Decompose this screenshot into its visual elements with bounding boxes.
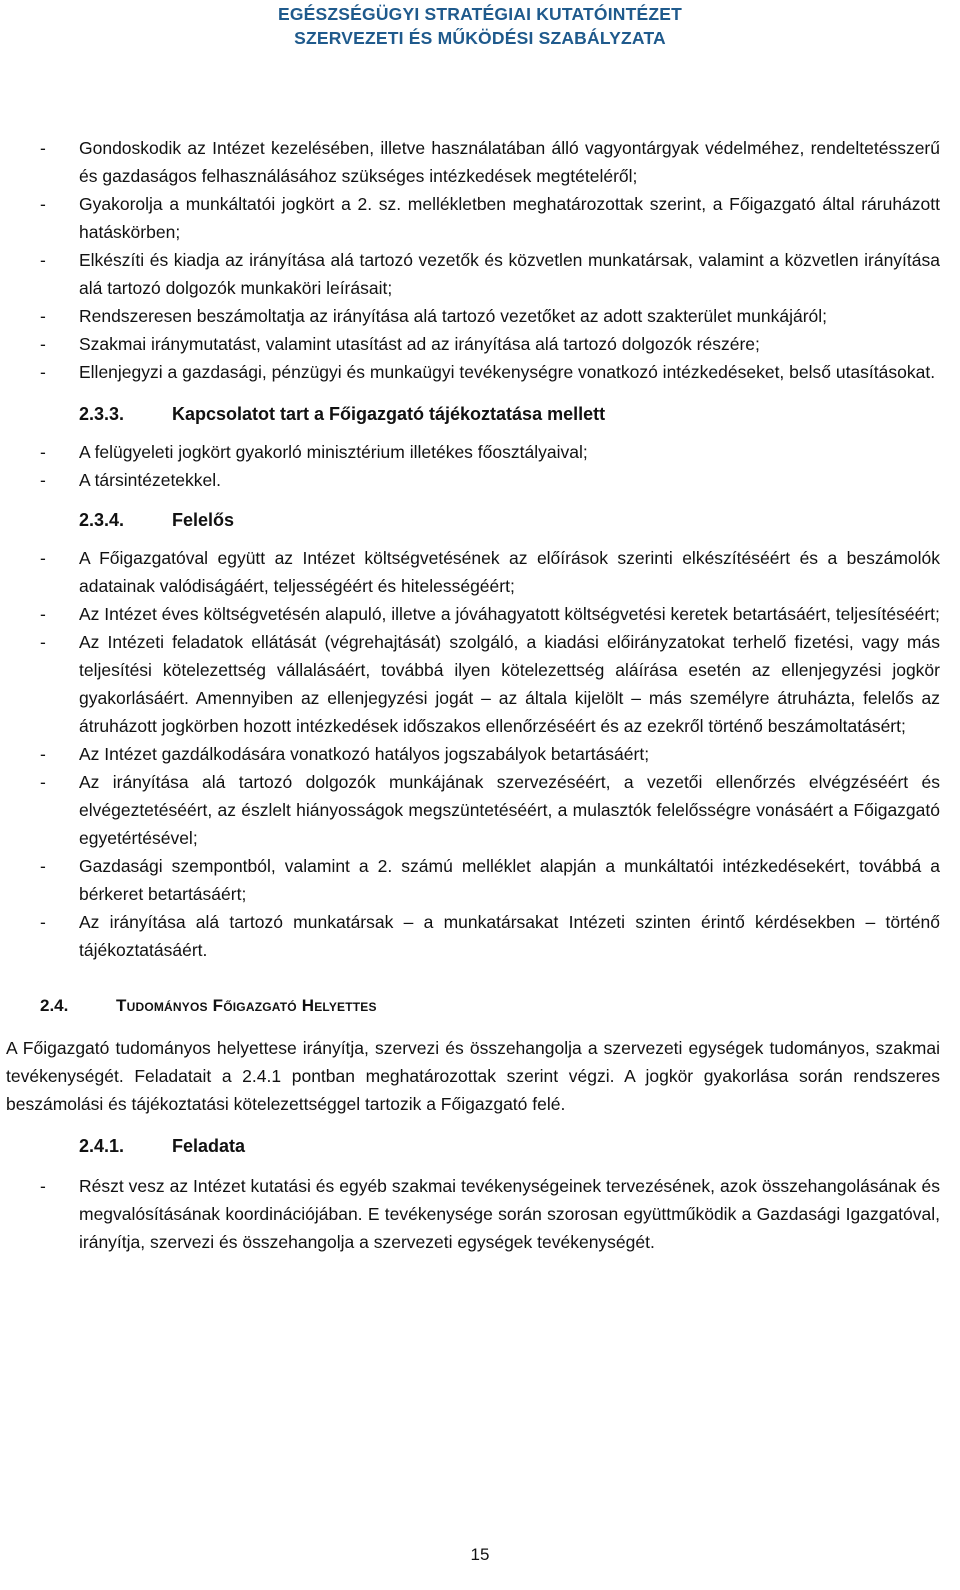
list-item: - Részt vesz az Intézet kutatási és egyéb szakmai tevékenységeinek tervezésének, azok összehangolásának és megvalósításának koordinációjában. E tevékenysége során szorosan együttműködik a Gazdasági Igazgatóval, irányítja, szervezi és összehangolja a szervezeti egységek tevékenységét. xyxy=(40,1172,940,1256)
section-title: Tudományos Főigazgató Helyettes xyxy=(116,996,377,1015)
list-item: - Gondoskodik az Intézet kezelésében, illetve használatában álló vagyontárgyak védelméhez, rendeltetésszerű és gazdaságos felhasználásához szükséges intézkedések megtételéről; xyxy=(40,134,940,190)
bullet-dash: - xyxy=(40,442,46,462)
document-body xyxy=(6,134,940,1256)
section-paragraph: A Főigazgató tudományos helyettese irányítja, szervezi és összehangolja a szervezeti egységek tudományos, szakmai tevékenységét. Feladatait a 2.4.1 pontban meghatározottak szerint végzi. A jogkör gyakorlása során rendszeres beszámolási és tájékoztatási kötelezettséggel tartozik a Főigazgató felé. xyxy=(6,1038,940,1114)
bullet-dash: - xyxy=(40,856,46,876)
list-item: - Rendszeresen beszámoltatja az irányítása alá tartozó vezetőket az adott szakterület munkájáról; xyxy=(40,302,940,330)
list-item: - A társintézetekkel. xyxy=(40,466,940,494)
list-item: - Az Intézeti feladatok ellátását (végrehajtását) szolgáló, a kiadási előirányzatokat terhelő fizetési, vagy más teljesítési kötelezettség vállalásáért, továbbá ilyen kötelezettség aláírása esetén az ellenjegyzési jogkör gyakorlásáért. Amennyiben az ellenjegyzési jogát – az általa kijelölt – más személyre átruházta, felelős az átruházott jogkörben hozott intézkedések időszakos ellenőrzéséért és az ezekről történő beszámoltatásért; xyxy=(40,628,940,740)
list-item: - Szakmai iránymutatást, valamint utasítást ad az irányítása alá tartozó dolgozók részére; xyxy=(40,330,940,358)
bullet-dash: - xyxy=(40,1176,46,1196)
bullet-dash: - xyxy=(40,604,46,624)
subsection-number: 2.3.3. xyxy=(79,404,125,424)
subsection-number: 2.3.4. xyxy=(79,510,125,530)
document-title: SZERVEZETI ÉS MŰKÖDÉSI SZABÁLYZATA xyxy=(294,28,666,48)
bullet-dash: - xyxy=(40,362,46,382)
list-item: - Az Intézet gazdálkodására vonatkozó hatályos jogszabályok betartásáért; xyxy=(40,740,940,768)
list-item: - Az irányítása alá tartozó dolgozók munkájának szervezéséért, a vezetői ellenőrzés elvégzéséért és elvégeztetéséért, az észlelt hiányosságok megszüntetéséért, a mulasztók felelősségre vonásáért a Főigazgató egyetértésével; xyxy=(40,768,940,852)
list-item: - Az irányítása alá tartozó munkatársak – a munkatársakat Intézeti szinten érintő kérdésekben – történő tájékoztatásáért. xyxy=(40,908,940,964)
bullet-dash: - xyxy=(40,138,46,158)
contacts-list xyxy=(40,438,940,494)
page-number: 15 xyxy=(470,1545,490,1564)
subsection-title: Feladata xyxy=(172,1136,246,1156)
list-item: - Ellenjegyzi a gazdasági, pénzügyi és munkaügyi tevékenységre vonatkozó intézkedéseket, belső utasításokat. xyxy=(40,358,940,386)
responsibilities-list xyxy=(40,544,940,964)
bullet-dash: - xyxy=(40,306,46,326)
page-header xyxy=(0,2,960,50)
subsection-heading-2-3-4 xyxy=(79,506,940,534)
subsection-title: Kapcsolatot tart a Főigazgató tájékoztatása mellett xyxy=(172,404,606,424)
list-item: - Elkészíti és kiadja az irányítása alá tartozó vezetők és közvetlen munkatársak, valamint a közvetlen irányítása alá tartozó dolgozók munkaköri leírásait; xyxy=(40,246,940,302)
bullet-dash: - xyxy=(40,194,46,214)
subsection-heading-2-3-3 xyxy=(79,400,940,428)
section-number: 2.4. xyxy=(40,996,69,1015)
list-item: - Gyakorolja a munkáltatói jogkört a 2. sz. mellékletben meghatározottak szerint, a Főigazgató által ráruházott hatáskörben; xyxy=(40,190,940,246)
tasks-list xyxy=(40,1172,940,1256)
institute-name: EGÉSZSÉGÜGYI STRATÉGIAI KUTATÓINTÉZET xyxy=(277,4,683,24)
subsection-number: 2.4.1. xyxy=(79,1136,125,1156)
duties-list xyxy=(40,134,940,386)
subsection-heading-2-4-1 xyxy=(79,1132,940,1160)
list-item: - Gazdasági szempontból, valamint a 2. számú melléklet alapján a munkáltatói intézkedésekért, továbbá a bérkeret betartásáért; xyxy=(40,852,940,908)
list-item: - Az Intézet éves költségvetésén alapuló, illetve a jóváhagyatott költségvetési keretek betartásáért, teljesítéséért; xyxy=(40,600,940,628)
bullet-dash: - xyxy=(40,632,46,652)
bullet-dash: - xyxy=(40,744,46,764)
subsection-title: Felelős xyxy=(172,510,235,530)
bullet-dash: - xyxy=(40,912,46,932)
list-item: - A Főigazgatóval együtt az Intézet költségvetésének az előírások szerinti elkészítéséért és a beszámolók adatainak valódiságáért, teljességéért és hitelességéért; xyxy=(40,544,940,600)
bullet-dash: - xyxy=(40,470,46,490)
list-item: - A felügyeleti jogkört gyakorló minisztérium illetékes főosztályaival; xyxy=(40,438,940,466)
bullet-dash: - xyxy=(40,548,46,568)
bullet-dash: - xyxy=(40,250,46,270)
bullet-dash: - xyxy=(40,334,46,354)
bullet-dash: - xyxy=(40,772,46,792)
section-heading-2-4 xyxy=(40,992,940,1020)
